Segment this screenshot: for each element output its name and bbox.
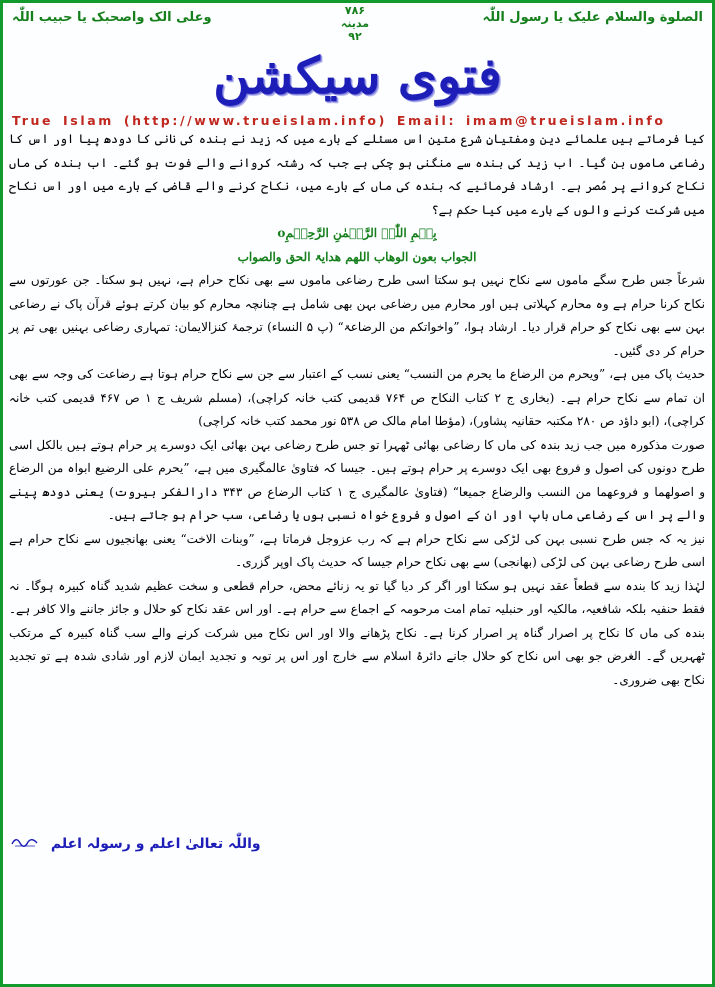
answer-paragraph-4: نیز یہ کہ جس طرح نسبی بہن کی لڑکی سے نکاح حرام ہے کہ رب عزوجل فرماتا ہے، ”وبنات الاخت“ یعنی بھانجیوں سے نکاح حرام ہے اسی طرح رضاعی بہن کی لڑکی (بھانجی) سے بھی نکاح حرام جیسا کہ حدیث پاک اوپر گزری۔ (9, 531, 705, 569)
header-salutation-right: الصلوة والسلام علیک یا رسول اللّٰہ (482, 10, 703, 25)
answer-heading: الجواب بعون الوھاب اللھم ھدایۃ الحق والصواب (237, 249, 477, 264)
answer-paragraph-3: صورت مذکورہ میں جب زید بندہ کی ماں کا رضاعی بھائی ٹھہرا تو جس طرح رضاعی بہن بھائی ایک دوسرے پر حرام ہوتے ہیں بالکل اسی طرح دونوں کی اصول و فروع بھی ایک دوسرے پر حرام ہوتے ہیں۔ جیسا کہ فتاویٰ عالمگیری میں ہے، ”یحرم علی الرضیع ابواہ من الرضاع و اصولھما و فروعھما من النسب والرضاع جمیعا“ (فتاویٰ عالمگیری ج ۱ کتاب الرضاع ص ۳۴۳ دارالفکر بیروت) یعنی دودھ پینے والے پر اس کے رضاعی ماں باپ اور ان کے اصول و فروع خواہ نسبی ہوں یا رضاعی، سب حرام ہو جاتے ہیں۔ (9, 437, 705, 522)
header-center-bottom: ۹۲ (348, 30, 362, 43)
question-text: کیا فرماتے ہیں علمائے دین ومفتیانِ شرع متین اس مسئلے کے بارے میں کہ زید نے بندہ کی نانی کا دودھ پیا اور اس کا رضاعی ماموں بن گیا۔ اب زید کی بندہ سے منگنی ہو چکی ہے جب کہ رشتہ کروانے والے فوت ہو گئے۔ اب بندہ کی ماں نکاح کروانے پر مُصر ہے۔ ارشاد فرمائیے کہ بندہ کی ماں کے بارے میں، نکاح کرنے والے قاضی کے بارے میں اور اس نکاح میں شرکت کرنے والوں کے بارے میں کیا حکم ہے؟ (9, 132, 705, 217)
bismillah: بِسۡمِ اللّٰہِ الرَّحۡمٰنِ الرَّحِیۡمِo (277, 226, 437, 240)
page-title: فتوی سیکشن (213, 46, 502, 105)
contact-line: True Islam (http://www.trueislam.info) Email: imam@trueislam.info (12, 113, 666, 128)
answer-paragraph-5: لہٰذا زید کا بندہ سے قطعاً عقد نہیں ہو سکتا اور اگر کر دیا گیا تو یہ زنائے محض، حرام قطعی و سخت عظیم شدید گناہ کبیرہ ہوگا۔ نہ فقط حنفیہ بلکہ شافعیہ، مالکیہ اور حنبلیہ تمام امت مرحومہ کے اجماع سے حرام ہے۔ اور اس عقد نکاح کو حلال و جائز جاننے والا کافر ہے۔ بندہ کی ماں کا نکاح پر اصرار گناہ پر اصرار کرنا ہے۔ نکاح پڑھانے والا اور اس نکاح میں شرکت کرنے والے سب گناہ کبیرہ کے مرتکب ٹھہریں گے۔ الغرض جو بھی اس نکاح کو حلال جانے دائرۂ اسلام سے خارج اور اس پر توبہ و تجدید ایمان لازم اور شادی شدہ ہے تو تجدید نکاح بھی ضروری۔ (9, 578, 705, 687)
closing-text: واللّٰہ تعالیٰ اعلم و رسولہ اعلم (50, 836, 261, 852)
answer-paragraph-2: حدیث پاک میں ہے، ”ویحرم من الرضاع ما یحرم من النسب“ یعنی نسب کے اعتبار سے جن سے نکاح حرام ہوتا ہے رضاعت کی وجہ سے بھی ان تمام سے نکاح حرام ہے۔ (بخاری ج ۲ کتاب النکاح ص ۷۶۴ قدیمی کتب خانہ کراچی)، (مسلم شریف ج ۱ ص ۴۶۷ قدیمی کتب خانہ کراچی)، (ابو داؤد ص ۲۸۰ مکتبہ حقانیہ پشاور)، (مؤطا امام مالک ص ۵۳۸ نور محمد کتب خانہ کراچی) (9, 367, 706, 428)
closing-line (10, 834, 261, 852)
answer-paragraph-1: شرعاً جس طرح سگے ماموں سے نکاح نہیں ہو سکتا اسی طرح رضاعی ماموں سے بھی نکاح حرام ہے، نہیں ہو سکتا۔ جن عورتوں سے نکاح کرنا حرام ہے وہ محارم کہلاتی ہیں اور محارم میں رضاعی بہن بھی شامل ہے چنانچہ محارم کو بیان کرتے ہوئے قرآن پاک نے رضاعی بہن سے بھی نکاح کو حرام قرار دیا۔ ارشاد ہوا، ”واخواتکم من الرضاعۃ“ (پ ۵ النساء) ترجمۂ کنزالایمان: تمہاری رضاعی بہنیں بھی تم پر حرام کر دی گئیں۔ (9, 273, 706, 358)
header-center-numerals (320, 4, 390, 43)
header-salutation-left: وعلی الک واصحبک یا حبیب اللّٰہ (12, 10, 212, 25)
salutation-calligraphy-icon (10, 834, 40, 851)
header-center-top: ۷۸۶ (344, 4, 366, 17)
fatwa-body (9, 128, 705, 692)
header-center-mid: مدینہ (340, 17, 370, 30)
